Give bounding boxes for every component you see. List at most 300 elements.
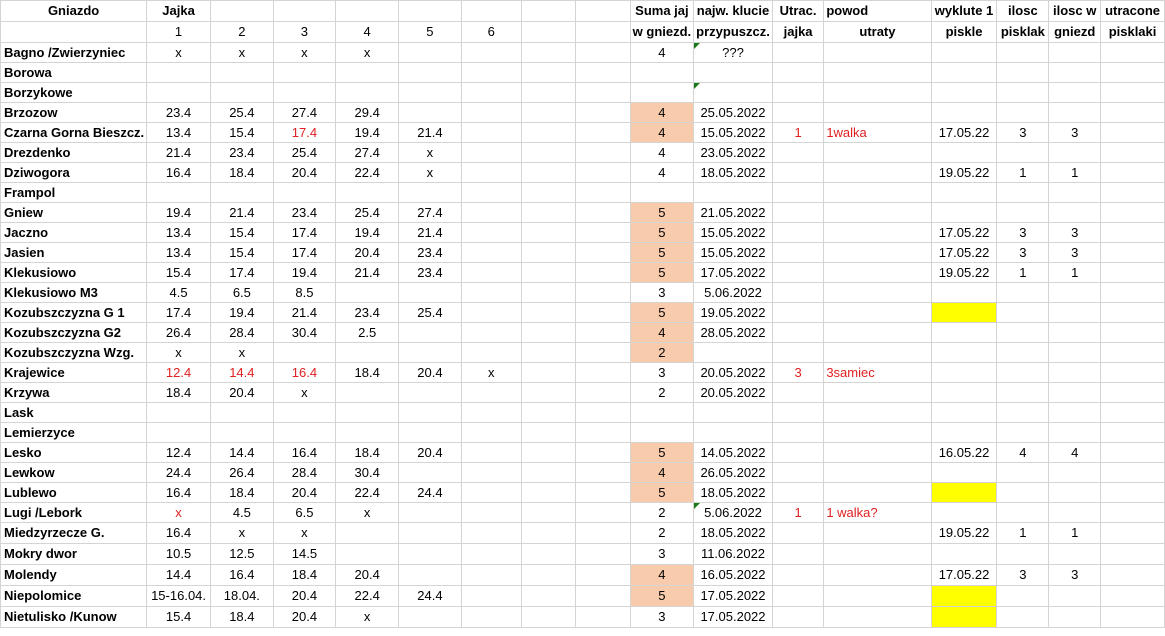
egg-2-cell[interactable]: 16.4 [210,565,273,586]
lost-eggs-cell[interactable]: 1 [772,123,823,143]
hatch-date-cell[interactable]: 19.05.2022 [694,303,773,323]
egg-5-cell[interactable] [399,565,461,586]
egg-5-cell[interactable] [399,183,461,203]
egg-5-cell[interactable] [399,544,461,565]
lost-chicks-cell[interactable] [1101,43,1165,63]
lost-eggs-cell[interactable] [772,63,823,83]
nest-name-cell[interactable]: Molendy [1,565,147,586]
egg-4-cell[interactable]: 18.4 [336,443,399,463]
spacer-cell[interactable] [576,183,630,203]
egg-sum-cell[interactable]: 4 [630,463,694,483]
egg-3-cell[interactable]: 17.4 [273,123,335,143]
egg-5-cell[interactable] [399,43,461,63]
chick-count-cell[interactable] [997,544,1049,565]
hatch-date-cell[interactable] [694,423,773,443]
spacer-cell[interactable] [576,586,630,607]
spacer-cell[interactable] [576,503,630,523]
loss-reason-cell[interactable] [824,103,931,123]
lost-chicks-cell[interactable] [1101,423,1165,443]
nest-name-cell[interactable]: Lesko [1,443,147,463]
lost-chicks-cell[interactable] [1101,586,1165,607]
spacer-cell[interactable] [576,383,630,403]
header-egg-2[interactable]: 2 [210,22,273,43]
egg-4-cell[interactable] [336,523,399,544]
lost-chicks-cell[interactable] [1101,223,1165,243]
cell[interactable] [1,22,147,43]
egg-4-cell[interactable] [336,423,399,443]
egg-3-cell[interactable]: 21.4 [273,303,335,323]
chicks-in-nest-cell[interactable] [1049,383,1101,403]
egg-5-cell[interactable]: x [399,143,461,163]
chick-count-cell[interactable]: 1 [997,163,1049,183]
egg-4-cell[interactable]: 27.4 [336,143,399,163]
spacer-cell[interactable] [521,383,575,403]
lost-eggs-cell[interactable] [772,263,823,283]
lost-eggs-cell[interactable] [772,183,823,203]
first-hatch-cell[interactable] [931,363,997,383]
first-hatch-cell[interactable]: 17.05.22 [931,565,997,586]
spacer-cell[interactable] [521,303,575,323]
spacer-cell[interactable] [521,83,575,103]
spacer-cell[interactable] [521,223,575,243]
egg-4-cell[interactable]: 19.4 [336,123,399,143]
spacer-cell[interactable] [576,263,630,283]
hatch-date-cell[interactable]: ??? [694,43,773,63]
egg-5-cell[interactable]: 24.4 [399,586,461,607]
egg-sum-cell[interactable]: 2 [630,383,694,403]
hatch-date-cell[interactable]: 21.05.2022 [694,203,773,223]
egg-4-cell[interactable]: x [336,607,399,628]
lost-chicks-cell[interactable] [1101,363,1165,383]
cell[interactable] [210,1,273,22]
spacer-cell[interactable] [521,43,575,63]
chick-count-cell[interactable]: 3 [997,223,1049,243]
first-hatch-cell[interactable] [931,383,997,403]
spacer-cell[interactable] [576,565,630,586]
egg-4-cell[interactable] [336,383,399,403]
hatch-date-cell[interactable] [694,83,773,103]
egg-sum-cell[interactable]: 5 [630,586,694,607]
egg-1-cell[interactable] [147,63,211,83]
chick-count-cell[interactable] [997,423,1049,443]
egg-sum-cell[interactable] [630,423,694,443]
spacer-cell[interactable] [576,463,630,483]
chick-count-cell[interactable] [997,503,1049,523]
spacer-cell[interactable] [521,503,575,523]
egg-2-cell[interactable]: 15.4 [210,243,273,263]
spacer-cell[interactable] [521,203,575,223]
egg-6-cell[interactable] [461,203,521,223]
spacer-cell[interactable] [521,183,575,203]
egg-5-cell[interactable] [399,423,461,443]
egg-3-cell[interactable]: 20.4 [273,163,335,183]
hatch-date-cell[interactable]: 23.05.2022 [694,143,773,163]
nest-name-cell[interactable]: Krzywa [1,383,147,403]
loss-reason-cell[interactable] [824,565,931,586]
chicks-in-nest-cell[interactable] [1049,43,1101,63]
lost-chicks-cell[interactable] [1101,263,1165,283]
chicks-in-nest-cell[interactable] [1049,544,1101,565]
cell[interactable] [461,1,521,22]
egg-4-cell[interactable]: 29.4 [336,103,399,123]
egg-3-cell[interactable]: 19.4 [273,263,335,283]
spacer-cell[interactable] [576,423,630,443]
lost-eggs-cell[interactable] [772,544,823,565]
egg-sum-cell[interactable]: 4 [630,43,694,63]
lost-eggs-cell[interactable] [772,523,823,544]
loss-reason-cell[interactable] [824,243,931,263]
egg-1-cell[interactable]: x [147,43,211,63]
egg-4-cell[interactable]: 22.4 [336,586,399,607]
lost-chicks-cell[interactable] [1101,163,1165,183]
egg-sum-cell[interactable]: 4 [630,143,694,163]
spacer-cell[interactable] [521,483,575,503]
lost-eggs-cell[interactable] [772,243,823,263]
egg-1-cell[interactable]: 14.4 [147,565,211,586]
egg-6-cell[interactable] [461,163,521,183]
egg-1-cell[interactable] [147,83,211,103]
spacer-cell[interactable] [576,283,630,303]
egg-2-cell[interactable] [210,403,273,423]
egg-sum-cell[interactable]: 3 [630,283,694,303]
chicks-in-nest-cell[interactable] [1049,83,1101,103]
egg-sum-cell[interactable]: 4 [630,565,694,586]
egg-6-cell[interactable] [461,565,521,586]
lost-chicks-cell[interactable] [1101,565,1165,586]
nest-name-cell[interactable]: Niepolomice [1,586,147,607]
loss-reason-cell[interactable] [824,183,931,203]
lost-chicks-cell[interactable] [1101,303,1165,323]
egg-6-cell[interactable] [461,483,521,503]
nest-name-cell[interactable]: Miedzyrzecze G. [1,523,147,544]
chicks-in-nest-cell[interactable] [1049,463,1101,483]
lost-eggs-cell[interactable] [772,483,823,503]
first-hatch-cell[interactable] [931,403,997,423]
spacer-cell[interactable] [576,243,630,263]
spacer-cell[interactable] [521,463,575,483]
loss-reason-cell[interactable]: 3samiec [824,363,931,383]
chicks-in-nest-cell[interactable] [1049,143,1101,163]
hatch-date-cell[interactable]: 15.05.2022 [694,123,773,143]
egg-1-cell[interactable]: 18.4 [147,383,211,403]
spacer-cell[interactable] [521,343,575,363]
egg-5-cell[interactable] [399,343,461,363]
egg-6-cell[interactable]: x [461,363,521,383]
first-hatch-cell[interactable] [931,203,997,223]
lost-chicks-cell[interactable] [1101,243,1165,263]
egg-3-cell[interactable]: 20.4 [273,586,335,607]
egg-5-cell[interactable]: 27.4 [399,203,461,223]
lost-chicks-cell[interactable] [1101,343,1165,363]
egg-3-cell[interactable]: 20.4 [273,607,335,628]
first-hatch-cell[interactable]: 19.05.22 [931,263,997,283]
egg-1-cell[interactable]: 26.4 [147,323,211,343]
header-egg-6[interactable]: 6 [461,22,521,43]
egg-3-cell[interactable]: x [273,43,335,63]
spacer-cell[interactable] [576,83,630,103]
nest-name-cell[interactable]: Mokry dwor [1,544,147,565]
lost-chicks-cell[interactable] [1101,323,1165,343]
chick-count-cell[interactable] [997,63,1049,83]
egg-sum-cell[interactable]: 5 [630,203,694,223]
egg-4-cell[interactable]: x [336,503,399,523]
lost-chicks-cell[interactable] [1101,483,1165,503]
header-egg-4[interactable]: 4 [336,22,399,43]
first-hatch-cell[interactable] [931,103,997,123]
egg-6-cell[interactable] [461,223,521,243]
header-przypuszcz[interactable]: przypuszcz. [694,22,773,43]
lost-chicks-cell[interactable] [1101,607,1165,628]
chicks-in-nest-cell[interactable]: 3 [1049,223,1101,243]
egg-6-cell[interactable] [461,607,521,628]
hatch-date-cell[interactable]: 28.05.2022 [694,323,773,343]
chicks-in-nest-cell[interactable]: 1 [1049,523,1101,544]
spacer-cell[interactable] [576,483,630,503]
egg-6-cell[interactable] [461,263,521,283]
egg-6-cell[interactable] [461,403,521,423]
hatch-date-cell[interactable]: 18.05.2022 [694,523,773,544]
header-pisklak[interactable]: pisklak [997,22,1049,43]
chicks-in-nest-cell[interactable] [1049,103,1101,123]
hatch-date-cell[interactable]: 18.05.2022 [694,483,773,503]
first-hatch-cell[interactable] [931,544,997,565]
lost-chicks-cell[interactable] [1101,383,1165,403]
egg-1-cell[interactable]: 17.4 [147,303,211,323]
egg-5-cell[interactable] [399,503,461,523]
lost-eggs-cell[interactable] [772,586,823,607]
egg-3-cell[interactable]: 17.4 [273,223,335,243]
egg-3-cell[interactable]: 30.4 [273,323,335,343]
egg-1-cell[interactable]: x [147,503,211,523]
egg-5-cell[interactable] [399,383,461,403]
header-utracone[interactable]: utracone [1101,1,1165,22]
lost-chicks-cell[interactable] [1101,523,1165,544]
egg-1-cell[interactable]: 15.4 [147,263,211,283]
lost-eggs-cell[interactable] [772,443,823,463]
chicks-in-nest-cell[interactable] [1049,323,1101,343]
chick-count-cell[interactable] [997,403,1049,423]
chick-count-cell[interactable] [997,483,1049,503]
first-hatch-cell[interactable]: 17.05.22 [931,243,997,263]
hatch-date-cell[interactable]: 18.05.2022 [694,163,773,183]
egg-4-cell[interactable]: 19.4 [336,223,399,243]
egg-6-cell[interactable] [461,63,521,83]
egg-6-cell[interactable] [461,43,521,63]
lost-chicks-cell[interactable] [1101,103,1165,123]
egg-4-cell[interactable]: 30.4 [336,463,399,483]
egg-2-cell[interactable]: x [210,523,273,544]
spacer-cell[interactable] [576,163,630,183]
header-ilosc[interactable]: ilosc [997,1,1049,22]
egg-5-cell[interactable]: 20.4 [399,443,461,463]
chicks-in-nest-cell[interactable]: 1 [1049,163,1101,183]
egg-4-cell[interactable]: 20.4 [336,243,399,263]
spacer-cell[interactable] [521,443,575,463]
chicks-in-nest-cell[interactable] [1049,183,1101,203]
nest-name-cell[interactable]: Borzykowe [1,83,147,103]
egg-5-cell[interactable] [399,523,461,544]
nest-name-cell[interactable]: Lemierzyce [1,423,147,443]
egg-1-cell[interactable]: 10.5 [147,544,211,565]
chick-count-cell[interactable] [997,303,1049,323]
cell[interactable] [576,1,630,22]
chicks-in-nest-cell[interactable]: 3 [1049,565,1101,586]
egg-6-cell[interactable] [461,103,521,123]
egg-3-cell[interactable]: 25.4 [273,143,335,163]
egg-1-cell[interactable]: 15-16.04. [147,586,211,607]
nest-name-cell[interactable]: Kozubszczyzna G2 [1,323,147,343]
egg-1-cell[interactable] [147,403,211,423]
spacer-cell[interactable] [521,565,575,586]
spacer-cell[interactable] [521,607,575,628]
chick-count-cell[interactable]: 3 [997,565,1049,586]
egg-4-cell[interactable]: 21.4 [336,263,399,283]
egg-4-cell[interactable]: 25.4 [336,203,399,223]
nest-name-cell[interactable]: Frampol [1,183,147,203]
nest-name-cell[interactable]: Borowa [1,63,147,83]
egg-4-cell[interactable] [336,63,399,83]
loss-reason-cell[interactable] [824,63,931,83]
chick-count-cell[interactable] [997,343,1049,363]
egg-3-cell[interactable] [273,343,335,363]
chicks-in-nest-cell[interactable] [1049,483,1101,503]
hatch-date-cell[interactable]: 26.05.2022 [694,463,773,483]
chick-count-cell[interactable] [997,463,1049,483]
spacer-cell[interactable] [576,143,630,163]
egg-5-cell[interactable]: x [399,163,461,183]
lost-chicks-cell[interactable] [1101,183,1165,203]
first-hatch-cell[interactable] [931,463,997,483]
spacer-cell[interactable] [521,103,575,123]
nest-name-cell[interactable]: Jasien [1,243,147,263]
header-jajka[interactable]: Jajka [147,1,211,22]
hatch-date-cell[interactable] [694,63,773,83]
lost-eggs-cell[interactable] [772,343,823,363]
first-hatch-cell[interactable] [931,283,997,303]
egg-sum-cell[interactable]: 5 [630,303,694,323]
egg-2-cell[interactable]: 18.04. [210,586,273,607]
lost-eggs-cell[interactable] [772,203,823,223]
egg-5-cell[interactable]: 21.4 [399,123,461,143]
egg-sum-cell[interactable]: 5 [630,443,694,463]
egg-1-cell[interactable]: 16.4 [147,483,211,503]
egg-1-cell[interactable] [147,423,211,443]
egg-1-cell[interactable] [147,183,211,203]
chicks-in-nest-cell[interactable] [1049,403,1101,423]
first-hatch-cell[interactable] [931,63,997,83]
egg-sum-cell[interactable]: 3 [630,607,694,628]
spacer-cell[interactable] [576,123,630,143]
spacer-cell[interactable] [576,403,630,423]
loss-reason-cell[interactable] [824,586,931,607]
egg-3-cell[interactable]: 8.5 [273,283,335,303]
egg-sum-cell[interactable]: 5 [630,263,694,283]
nest-name-cell[interactable]: Kozubszczyzna G 1 [1,303,147,323]
lost-eggs-cell[interactable] [772,565,823,586]
egg-6-cell[interactable] [461,343,521,363]
egg-2-cell[interactable]: 18.4 [210,607,273,628]
chicks-in-nest-cell[interactable]: 3 [1049,123,1101,143]
lost-eggs-cell[interactable] [772,43,823,63]
egg-6-cell[interactable] [461,303,521,323]
egg-sum-cell[interactable] [630,403,694,423]
egg-2-cell[interactable]: 17.4 [210,263,273,283]
lost-eggs-cell[interactable] [772,423,823,443]
first-hatch-cell[interactable] [931,143,997,163]
lost-eggs-cell[interactable] [772,223,823,243]
spacer-cell[interactable] [521,586,575,607]
egg-4-cell[interactable]: 22.4 [336,163,399,183]
lost-eggs-cell[interactable] [772,103,823,123]
nest-name-cell[interactable]: Dziwogora [1,163,147,183]
spacer-cell[interactable] [576,43,630,63]
lost-chicks-cell[interactable] [1101,63,1165,83]
hatch-date-cell[interactable]: 14.05.2022 [694,443,773,463]
egg-1-cell[interactable]: 24.4 [147,463,211,483]
egg-4-cell[interactable]: 23.4 [336,303,399,323]
egg-sum-cell[interactable]: 4 [630,163,694,183]
hatch-date-cell[interactable]: 5.06.2022 [694,283,773,303]
chicks-in-nest-cell[interactable] [1049,203,1101,223]
header-wyklute[interactable]: wyklute 1 [931,1,997,22]
first-hatch-cell[interactable]: 17.05.22 [931,223,997,243]
lost-eggs-cell[interactable] [772,83,823,103]
chick-count-cell[interactable]: 1 [997,523,1049,544]
cell[interactable] [399,1,461,22]
spacer-cell[interactable] [576,363,630,383]
egg-2-cell[interactable]: 18.4 [210,483,273,503]
chick-count-cell[interactable] [997,183,1049,203]
spacer-cell[interactable] [521,544,575,565]
chick-count-cell[interactable] [997,283,1049,303]
chick-count-cell[interactable] [997,103,1049,123]
hatch-date-cell[interactable] [694,183,773,203]
spacer-cell[interactable] [521,243,575,263]
egg-3-cell[interactable]: 16.4 [273,363,335,383]
chick-count-cell[interactable]: 3 [997,243,1049,263]
egg-6-cell[interactable] [461,143,521,163]
chicks-in-nest-cell[interactable]: 4 [1049,443,1101,463]
loss-reason-cell[interactable]: 1 walka? [824,503,931,523]
header-gniezd[interactable]: gniezd [1049,22,1101,43]
nest-name-cell[interactable]: Lewkow [1,463,147,483]
spacer-cell[interactable] [576,443,630,463]
egg-sum-cell[interactable]: 4 [630,123,694,143]
loss-reason-cell[interactable] [824,303,931,323]
lost-eggs-cell[interactable]: 1 [772,503,823,523]
lost-eggs-cell[interactable] [772,143,823,163]
loss-reason-cell[interactable] [824,523,931,544]
spacer-cell[interactable] [521,63,575,83]
egg-1-cell[interactable]: 12.4 [147,443,211,463]
egg-2-cell[interactable]: x [210,43,273,63]
egg-6-cell[interactable] [461,383,521,403]
loss-reason-cell[interactable] [824,463,931,483]
egg-4-cell[interactable] [336,83,399,103]
first-hatch-cell[interactable] [931,303,997,323]
spacer-cell[interactable] [576,523,630,544]
egg-5-cell[interactable] [399,323,461,343]
egg-2-cell[interactable] [210,423,273,443]
egg-2-cell[interactable]: 14.4 [210,443,273,463]
egg-4-cell[interactable] [336,283,399,303]
nest-name-cell[interactable]: Bagno /Zwierzyniec [1,43,147,63]
egg-sum-cell[interactable]: 3 [630,363,694,383]
first-hatch-cell[interactable]: 19.05.22 [931,523,997,544]
egg-3-cell[interactable] [273,403,335,423]
cell[interactable] [521,1,575,22]
egg-2-cell[interactable]: 15.4 [210,123,273,143]
